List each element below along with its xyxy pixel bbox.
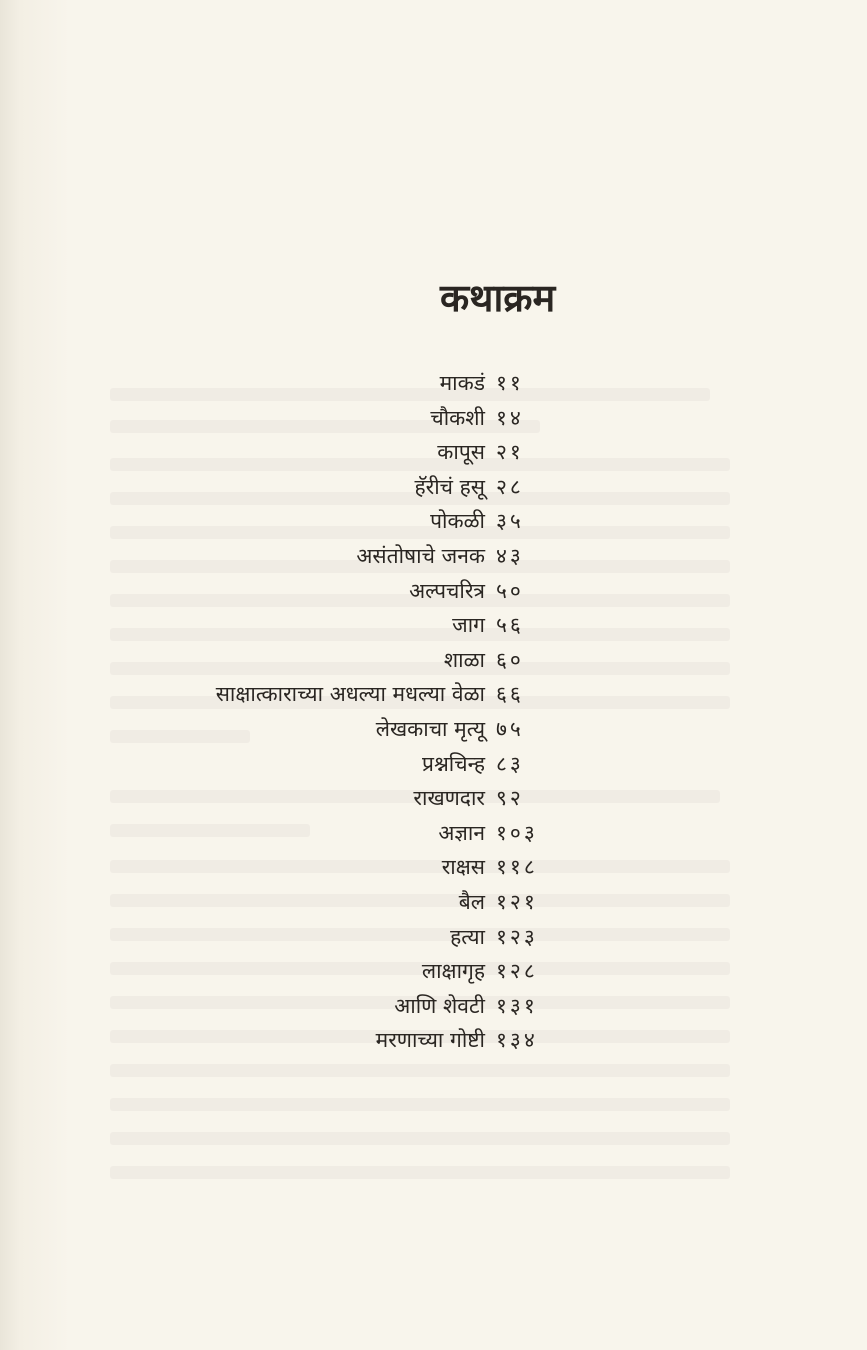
toc-entry-page: ५६: [496, 613, 524, 638]
toc-entry-title: मरणाच्या गोष्टी: [375, 1028, 485, 1053]
toc-entry-page: १२१: [496, 889, 538, 914]
toc-entry-page: १३४: [496, 1028, 538, 1053]
show-through-line: [110, 1098, 730, 1111]
toc-entry-title: कापूस: [437, 440, 485, 465]
toc-entry: [0, 435, 867, 470]
toc-entry: [0, 885, 867, 920]
toc-entry: [0, 677, 867, 712]
toc-entry: [0, 747, 867, 782]
page-title: कथाक्रम: [440, 276, 556, 320]
toc-entry: [0, 712, 867, 747]
toc-entry-title: शाळा: [443, 647, 485, 672]
toc-entry-page: ९२: [496, 786, 524, 811]
toc-entry-title: प्रश्नचिन्ह: [422, 751, 485, 776]
toc-entry-title: जाग: [452, 613, 485, 638]
toc-entry: [0, 1023, 867, 1058]
toc-entry-page: ६६: [496, 682, 524, 707]
show-through-line: [110, 1166, 730, 1179]
toc-entry: [0, 816, 867, 851]
toc-entry-title: अल्पचरित्र: [409, 578, 485, 603]
toc-entry-title: हत्या: [450, 924, 485, 949]
toc-entry: [0, 954, 867, 989]
toc-entry-title: हॅरीचं हसू: [414, 474, 485, 499]
toc-entry-title: पोकळी: [430, 509, 485, 534]
toc-entry-title: बैल: [458, 889, 485, 914]
toc-entry: [0, 643, 867, 678]
toc-entry: [0, 366, 867, 401]
toc-entry-page: २८: [496, 474, 524, 499]
toc-entry-page: ८३: [496, 751, 524, 776]
toc-entry: [0, 781, 867, 816]
toc-entry-page: ११: [496, 371, 524, 395]
toc-entry-title: लेखकाचा मृत्यू: [375, 716, 485, 741]
toc-entry: [0, 920, 867, 955]
toc-entry: [0, 504, 867, 539]
show-through-line: [110, 1132, 730, 1145]
toc-entry-page: ५०: [496, 578, 524, 603]
toc-entry-title: राखणदार: [413, 786, 485, 811]
toc-entry-page: ४३: [496, 543, 524, 568]
toc-entry-title: साक्षात्काराच्या अधल्या मधल्या वेळा: [215, 682, 485, 707]
toc-entry-page: २१: [496, 440, 524, 465]
toc-entry: [0, 989, 867, 1024]
toc-entry-title: अज्ञान: [438, 820, 485, 845]
table-of-contents: [0, 366, 867, 1058]
toc-entry-page: ११८: [496, 855, 538, 880]
toc-entry-title: असंतोषाचे जनक: [356, 543, 485, 568]
toc-entry-title: चौकशी: [430, 405, 485, 430]
toc-entry-page: १३१: [496, 993, 538, 1018]
toc-entry-page: ३५: [496, 509, 524, 534]
toc-entry: [0, 574, 867, 609]
show-through-line: [110, 1064, 730, 1077]
toc-entry-title: आणि शेवटी: [394, 993, 485, 1018]
toc-entry-page: १२८: [496, 959, 538, 984]
toc-entry-page: ६०: [496, 647, 524, 672]
toc-entry-page: १२३: [496, 924, 538, 949]
toc-entry-page: १४: [496, 405, 524, 430]
toc-entry-page: ७५: [496, 716, 524, 741]
toc-entry-title: राक्षस: [441, 855, 485, 880]
toc-entry: [0, 539, 867, 574]
toc-entry: [0, 608, 867, 643]
toc-entry-title: लाक्षागृह: [421, 959, 485, 984]
toc-entry: [0, 850, 867, 885]
toc-entry-title: माकडं: [439, 371, 485, 395]
toc-entry-page: १०३: [496, 820, 538, 845]
toc-entry: [0, 401, 867, 436]
toc-entry: [0, 470, 867, 505]
